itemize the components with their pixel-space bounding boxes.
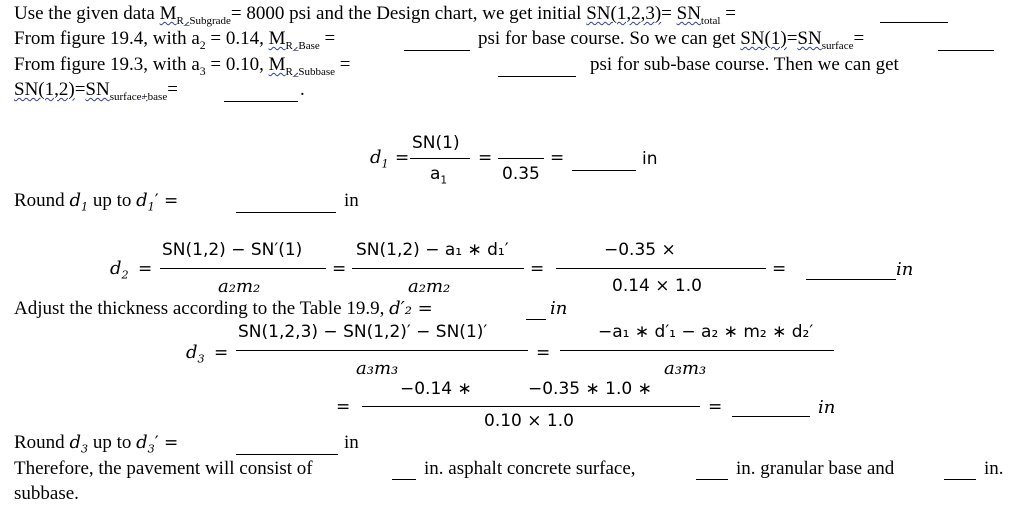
d2-lhs: $d_2$ bbox=[110, 258, 129, 282]
conclusion-text-3: in. granular base and bbox=[736, 458, 895, 479]
d3-fraction-bar-3 bbox=[362, 406, 700, 407]
equals-sign: = bbox=[536, 343, 551, 363]
sn-surface-symbol: $SN_{surface}$ bbox=[797, 28, 854, 52]
equals-sign: = bbox=[214, 343, 229, 363]
intro-line-2: From figure 19.4, with $a_2 = 0.14$, $M_{R\_Base}$ = bbox=[14, 28, 336, 52]
sn123-symbol: SN(1,2,3) bbox=[586, 3, 662, 24]
sn-surface-base-symbol: $SN_{surface+base}$ bbox=[85, 79, 168, 103]
mr-subbase-symbol: $M_{R\_Subbase}$ bbox=[268, 54, 336, 78]
d1-fraction-bar bbox=[410, 158, 470, 159]
sn12-symbol: SN(1,2) bbox=[14, 79, 75, 100]
d2-fraction-bar-2 bbox=[352, 268, 524, 269]
blank-sn-surface-base[interactable] bbox=[224, 101, 298, 102]
d3-denominator-2: a₃m₃ bbox=[664, 358, 707, 379]
equals-sign: = bbox=[138, 259, 153, 279]
blank-round-d3[interactable] bbox=[236, 454, 338, 455]
intro-line-2b: psi for base course. So we can get $SN(1)=SN_{surface}=$ bbox=[478, 28, 865, 52]
blank-round-d1[interactable] bbox=[236, 212, 336, 213]
sn-total-symbol: $SN_{total}$ bbox=[676, 3, 721, 27]
d2-numerator-3: −0.35 × bbox=[604, 240, 676, 260]
intro-line-1: Use the given data $M_{R\_Subgrade}= 8000$ psi and the Design chart, we get initial $SN(1,2,3)= SN_{total}$ = bbox=[14, 3, 736, 27]
intro-text: = 8000 psi and the Design chart, we get initial bbox=[230, 3, 587, 24]
intro-line-4: $SN(1,2)=SN_{surface+base}=$ bbox=[14, 79, 178, 103]
d3-lhs: $d_3$ bbox=[186, 342, 205, 366]
mr-subgrade-symbol: $M_{R\_Subgrade}$ bbox=[159, 3, 231, 27]
round-d3-unit: in bbox=[344, 432, 359, 453]
d3-unit: in bbox=[818, 397, 836, 418]
d3-denominator-3: 0.10 × 1.0 bbox=[484, 411, 574, 431]
d2-numerator-2: SN(1,2) − a₁ ∗ d₁′ bbox=[356, 240, 509, 260]
d1-unit: in bbox=[642, 149, 658, 169]
d2-unit: in bbox=[896, 259, 914, 280]
d1-fraction-bar-2 bbox=[498, 158, 544, 159]
blank-asphalt-thickness[interactable] bbox=[392, 479, 416, 480]
d1-denominator-2: 0.35 bbox=[502, 164, 540, 184]
d3-numerator-3a: −0.14 ∗ bbox=[400, 379, 472, 399]
round-d1-line: Round $d_1$ up to $d_1'$ = bbox=[14, 190, 179, 214]
intro-line-3b: psi for sub-base course. Then we can get bbox=[590, 54, 899, 75]
intro-line-3: From figure 19.3, with $a_3 = 0.10$, $M_{R\_Subbase}$ = bbox=[14, 54, 351, 78]
blank-mr-subbase[interactable] bbox=[498, 76, 576, 77]
blank-sn-total[interactable] bbox=[880, 22, 948, 23]
d2-fraction-bar-3 bbox=[556, 268, 766, 269]
conclusion-text-4: in. bbox=[984, 458, 1004, 479]
d3-denominator-1: a₃m₃ bbox=[356, 358, 399, 379]
equals-sign: = bbox=[772, 259, 787, 279]
blank-sn-surface[interactable] bbox=[938, 50, 994, 51]
d2-fraction-bar-1 bbox=[160, 268, 326, 269]
equals-sign: = bbox=[708, 397, 723, 417]
blank-base-thickness[interactable] bbox=[696, 479, 728, 480]
conclusion-text-2: in. asphalt concrete surface, bbox=[424, 458, 636, 479]
conclusion-text-5: subbase. bbox=[14, 483, 79, 504]
d1-lhs: $d_1$ bbox=[370, 147, 389, 171]
d2-denominator-3: 0.14 × 1.0 bbox=[612, 276, 702, 296]
equals-sign: = bbox=[332, 259, 347, 279]
d2-numerator-1: SN(1,2) − SN′(1) bbox=[162, 240, 303, 260]
conclusion-text-1: Therefore, the pavement will consist of bbox=[14, 458, 313, 479]
equals-sign: = bbox=[530, 259, 545, 279]
equals-sign: = bbox=[336, 397, 351, 417]
intro-text: Use the given data bbox=[14, 3, 160, 24]
sn1-symbol: SN(1) bbox=[740, 28, 787, 49]
d3-fraction-bar-1 bbox=[236, 350, 528, 351]
blank-subbase-thickness[interactable] bbox=[944, 479, 976, 480]
d3-numerator-1: SN(1,2,3) − SN(1,2)′ − SN(1)′ bbox=[238, 322, 488, 342]
round-d3-line: Round $d_3$ up to $d_3'$ = bbox=[14, 432, 179, 456]
d3-fraction-bar-2 bbox=[560, 350, 834, 351]
d3-numerator-3b: −0.35 ∗ 1.0 ∗ bbox=[528, 379, 652, 399]
blank-mr-base[interactable] bbox=[404, 50, 470, 51]
equals-sign: = bbox=[395, 148, 410, 168]
d3-numerator-2: −a₁ ∗ d′₁ − a₂ ∗ m₂ ∗ d₂′ bbox=[598, 322, 814, 342]
d1-denominator: $a_1$ bbox=[430, 164, 448, 187]
d2-denominator-1: a₂m₂ bbox=[218, 276, 261, 297]
adjust-line: Adjust the thickness according to the Table 19.9, d′₂ = bbox=[14, 298, 433, 319]
blank-d3[interactable] bbox=[732, 416, 810, 417]
mr-base-symbol: $M_{R\_Base}$ bbox=[268, 28, 320, 52]
blank-d2[interactable] bbox=[806, 279, 896, 280]
equals-sign: = bbox=[550, 148, 565, 168]
equals-sign: = bbox=[478, 148, 493, 168]
round-d1-unit: in bbox=[344, 190, 359, 211]
adjust-unit: in bbox=[550, 298, 568, 319]
period: . bbox=[300, 79, 305, 100]
blank-d1[interactable] bbox=[572, 170, 636, 171]
d1-numerator: SN(1) bbox=[412, 133, 460, 153]
blank-adjust-d2[interactable] bbox=[526, 319, 546, 320]
d2-denominator-2: a₂m₂ bbox=[408, 276, 451, 297]
